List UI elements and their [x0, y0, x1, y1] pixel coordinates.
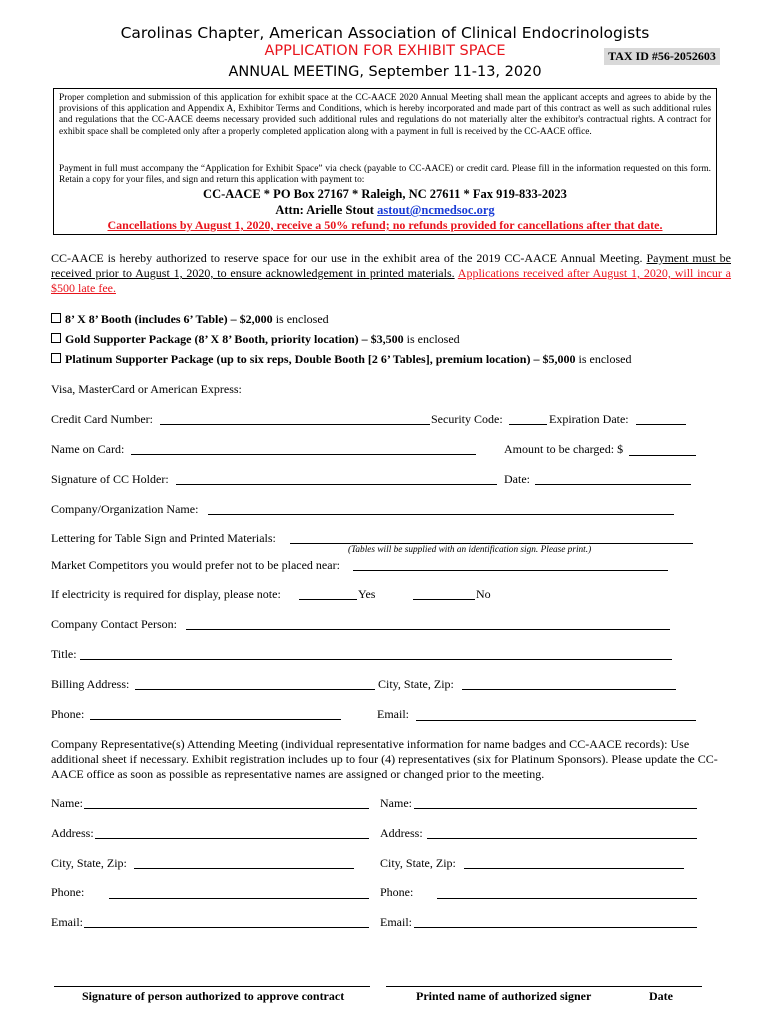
rep1-city-field[interactable] [134, 868, 354, 869]
email-field[interactable] [416, 720, 696, 721]
name-on-card-label: Name on Card: [51, 442, 125, 456]
terms-paragraph: Proper completion and submission of this application for exhibit space at the CC-AACE 2020 Annual Meeting shall mean the applicant accepts and agrees to abide by the provisions of this application and Appendix A, Exhibitor Terms and Conditions, which is hereby incorporated and made part of this contract as well as such additional rules and regulations that the CC-AACE deems necessary provided such additional rules and regulations do not materially alter the exhibitor's contractual rights. A contract for exhibit space shall be completed only after a properly completed application along with a payment in full is received by the CC-AACE office. [59, 93, 711, 137]
cc-signature-label: Signature of CC Holder: [51, 472, 169, 486]
rep2-name-field[interactable] [414, 808, 697, 809]
platinum-suffix: is enclosed [578, 352, 632, 366]
late-fee-notice: Applications received after August 1, 2020, will incur a $500 late fee. [51, 266, 731, 295]
rep1-phone-label: Phone: [51, 885, 85, 899]
competitors-field[interactable] [353, 570, 668, 571]
rep1-name-label: Name: [51, 796, 83, 810]
authorized-signature-field[interactable] [54, 986, 370, 987]
rep2-email-label: Email: [380, 915, 412, 929]
form-title: APPLICATION FOR EXHIBIT SPACE [264, 43, 506, 59]
rep2-phone-field[interactable] [437, 898, 697, 899]
authorized-signature-label: Signature of person authorized to approve contract [82, 989, 345, 1003]
printed-name-field[interactable] [386, 986, 702, 987]
contact-person-field[interactable] [186, 629, 670, 630]
rep1-address-field[interactable] [95, 838, 369, 839]
payment-deadline: Payment must be received prior to August 1, 2020, to ensure acknowledgement in printed materials. [51, 251, 731, 280]
billing-city-field[interactable] [462, 689, 676, 690]
electricity-yes-label: Yes [358, 587, 376, 601]
attention-line [53, 203, 717, 218]
platinum-label: Platinum Supporter Package (up to six reps, Double Booth [2 6’ Tables], premium location) [65, 352, 531, 366]
rep1-name-field[interactable] [84, 808, 369, 809]
gold-label: Gold Supporter Package (8’ X 8’ Booth, priority location) [65, 332, 359, 346]
competitors-label: Market Competitors you would prefer not to be placed near: [51, 558, 340, 572]
rep2-city-field[interactable] [464, 868, 684, 869]
electricity-no-field[interactable] [413, 599, 475, 600]
phone-label: Phone: [51, 707, 85, 721]
rep1-address-label: Address: [51, 826, 94, 840]
billing-address-field[interactable] [135, 689, 375, 690]
platinum-checkbox[interactable] [51, 353, 61, 363]
booth-suffix: is enclosed [275, 312, 329, 326]
meeting-title: ANNUAL MEETING, September 11-13, 2020 [228, 64, 542, 80]
printed-name-label: Printed name of authorized signer [416, 989, 592, 1003]
electricity-yes-field[interactable] [299, 599, 357, 600]
contact-email-link[interactable]: astout@ncmedsoc.org [377, 203, 495, 217]
signature-date-label: Date [649, 989, 673, 1003]
gold-price: – $3,500 [361, 332, 404, 346]
booth-checkbox[interactable] [51, 313, 61, 323]
rep2-phone-label: Phone: [380, 885, 414, 899]
rep2-address-label: Address: [380, 826, 423, 840]
organization-name: Carolinas Chapter, American Association of Clinical Endocrinologists [120, 24, 650, 42]
security-code-field[interactable] [509, 424, 547, 425]
rep2-city-label: City, State, Zip: [380, 856, 456, 870]
title-field[interactable] [80, 659, 672, 660]
representatives-instructions: Company Representative(s) Attending Meeting (individual representative information for name badges and CC-AACE records): Use additional sheet if necessary. Exhibit registration includes up to four (4) representatives (six for Platinum Sponsors). Please update the CC-AACE office as soon as possible as representative names are assigned or changed prior to the meeting. [51, 737, 718, 781]
cc-date-label: Date: [504, 472, 530, 486]
option-platinum[interactable] [51, 352, 631, 367]
name-on-card-field[interactable] [131, 454, 476, 455]
booth-label: 8’ X 8’ Booth (includes 6’ Table) – $2,000 [65, 312, 273, 326]
gold-suffix: is enclosed [406, 332, 460, 346]
contact-person-label: Company Contact Person: [51, 617, 177, 631]
billing-address-label: Billing Address: [51, 677, 130, 691]
company-field[interactable] [208, 514, 674, 515]
electricity-label: If electricity is required for display, please note: [51, 587, 281, 601]
rep1-email-label: Email: [51, 915, 83, 929]
phone-field[interactable] [90, 719, 341, 720]
rep1-city-label: City, State, Zip: [51, 856, 127, 870]
cc-number-field[interactable] [160, 424, 430, 425]
card-types-label: Visa, MasterCard or American Express: [51, 382, 242, 396]
rep1-phone-field[interactable] [109, 898, 369, 899]
company-label: Company/Organization Name: [51, 502, 199, 516]
option-booth[interactable] [51, 312, 329, 327]
amount-label: Amount to be charged: $ [504, 442, 624, 456]
tables-note: (Tables will be supplied with an identification sign. Please print.) [348, 545, 592, 555]
electricity-no-label: No [476, 587, 491, 601]
mailing-address: CC-AACE * PO Box 27167 * Raleigh, NC 27611 * Fax 919-833-2023 [203, 187, 567, 201]
cc-date-field[interactable] [535, 484, 691, 485]
platinum-price: – $5,000 [533, 352, 576, 366]
rep2-email-field[interactable] [414, 927, 697, 928]
title-label: Title: [51, 647, 77, 661]
rep2-address-field[interactable] [427, 838, 697, 839]
authorization-text [51, 251, 731, 296]
amount-field[interactable] [629, 455, 696, 456]
cc-signature-field[interactable] [176, 484, 497, 485]
security-code-label: Security Code: [431, 412, 503, 426]
expiration-field[interactable] [636, 424, 686, 425]
gold-checkbox[interactable] [51, 333, 61, 343]
rep1-email-field[interactable] [84, 927, 369, 928]
option-gold[interactable] [51, 332, 460, 347]
lettering-field[interactable] [290, 543, 693, 544]
tax-id: TAX ID #56-2052603 [604, 48, 720, 65]
payment-paragraph: Payment in full must accompany the “Application for Exhibit Space” via check (payable to CC-AACE) or credit card. Please fill in the information requested on this form. Retain a copy for your files, and sign and return this application with payment to: [59, 164, 711, 186]
cc-number-label: Credit Card Number: [51, 412, 153, 426]
attention-name: Attn: Arielle Stout [275, 203, 374, 217]
rep2-name-label: Name: [380, 796, 412, 810]
billing-city-label: City, State, Zip: [378, 677, 454, 691]
lettering-label: Lettering for Table Sign and Printed Materials: [51, 531, 276, 545]
expiration-label: Expiration Date: [549, 412, 629, 426]
email-label: Email: [377, 707, 409, 721]
cancellation-policy: Cancellations by August 1, 2020, receive a 50% refund; no refunds provided for cancellations after that date. [107, 218, 663, 232]
authorization-sentence: CC-AACE is hereby authorized to reserve space for our use in the exhibit area of the 2019 CC-AACE Annual Meeting. [51, 251, 643, 265]
